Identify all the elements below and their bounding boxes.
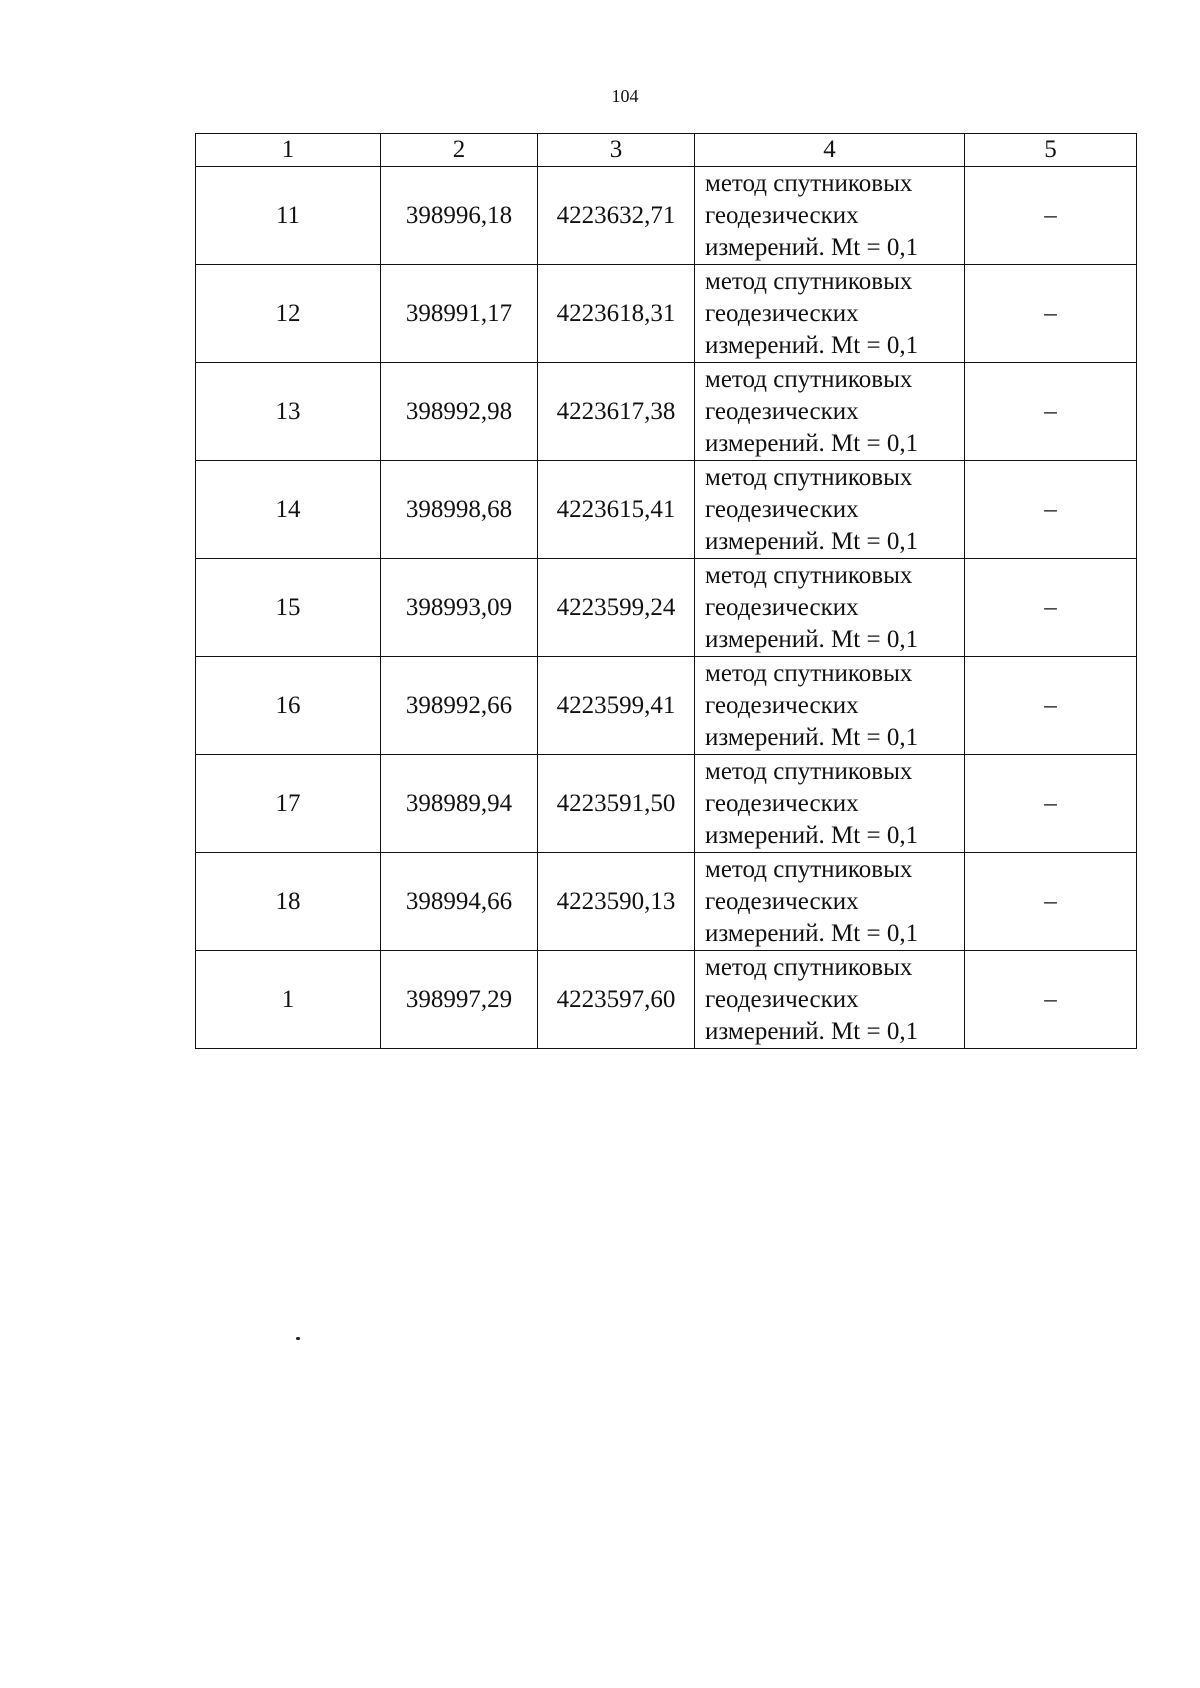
note-cell: – xyxy=(965,167,1137,265)
y-coordinate-cell: 4223617,38 xyxy=(538,363,695,461)
point-number-cell: 11 xyxy=(196,167,381,265)
y-coordinate-cell: 4223618,31 xyxy=(538,265,695,363)
method-cell: метод спутниковых геодезических измерений. Mt = 0,1 xyxy=(695,265,965,363)
method-cell: метод спутниковых геодезических измерений. Mt = 0,1 xyxy=(695,853,965,951)
method-cell: метод спутниковых геодезических измерений. Mt = 0,1 xyxy=(695,951,965,1049)
y-coordinate-cell: 4223590,13 xyxy=(538,853,695,951)
table-row xyxy=(196,167,1137,265)
x-coordinate-cell: 398991,17 xyxy=(381,265,538,363)
note-cell: – xyxy=(965,461,1137,559)
y-coordinate-cell: 4223599,24 xyxy=(538,559,695,657)
table-row xyxy=(196,657,1137,755)
x-coordinate-cell: 398992,98 xyxy=(381,363,538,461)
x-coordinate-cell: 398998,68 xyxy=(381,461,538,559)
note-cell: – xyxy=(965,657,1137,755)
point-number-cell: 14 xyxy=(196,461,381,559)
table-row xyxy=(196,755,1137,853)
table-row xyxy=(196,461,1137,559)
table-row xyxy=(196,265,1137,363)
x-coordinate-cell: 398994,66 xyxy=(381,853,538,951)
column-header-1: 1 xyxy=(196,134,381,167)
column-header-2: 2 xyxy=(381,134,538,167)
y-coordinate-cell: 4223591,50 xyxy=(538,755,695,853)
note-cell: – xyxy=(965,265,1137,363)
point-number-cell: 1 xyxy=(196,951,381,1049)
note-cell: – xyxy=(965,853,1137,951)
point-number-cell: 12 xyxy=(196,265,381,363)
column-header-5: 5 xyxy=(965,134,1137,167)
note-cell: – xyxy=(965,755,1137,853)
note-cell: – xyxy=(965,951,1137,1049)
table-row xyxy=(196,853,1137,951)
page-number: 104 xyxy=(611,86,639,106)
x-coordinate-cell: 398996,18 xyxy=(381,167,538,265)
coordinates-table xyxy=(195,133,1137,1049)
table-row xyxy=(196,951,1137,1049)
x-coordinate-cell: 398997,29 xyxy=(381,951,538,1049)
table-header-row xyxy=(196,134,1137,167)
note-cell: – xyxy=(965,363,1137,461)
x-coordinate-cell: 398992,66 xyxy=(381,657,538,755)
method-cell: метод спутниковых геодезических измерений. Mt = 0,1 xyxy=(695,363,965,461)
point-number-cell: 18 xyxy=(196,853,381,951)
point-number-cell: 16 xyxy=(196,657,381,755)
x-coordinate-cell: 398989,94 xyxy=(381,755,538,853)
point-number-cell: 15 xyxy=(196,559,381,657)
method-cell: метод спутниковых геодезических измерений. Mt = 0,1 xyxy=(695,559,965,657)
scan-speck xyxy=(296,1337,300,1340)
y-coordinate-cell: 4223632,71 xyxy=(538,167,695,265)
method-cell: метод спутниковых геодезических измерений. Mt = 0,1 xyxy=(695,657,965,755)
point-number-cell: 17 xyxy=(196,755,381,853)
method-cell: метод спутниковых геодезических измерений. Mt = 0,1 xyxy=(695,755,965,853)
table-row xyxy=(196,559,1137,657)
y-coordinate-cell: 4223615,41 xyxy=(538,461,695,559)
y-coordinate-cell: 4223597,60 xyxy=(538,951,695,1049)
x-coordinate-cell: 398993,09 xyxy=(381,559,538,657)
table-row xyxy=(196,363,1137,461)
column-header-4: 4 xyxy=(695,134,965,167)
method-cell: метод спутниковых геодезических измерений. Mt = 0,1 xyxy=(695,167,965,265)
point-number-cell: 13 xyxy=(196,363,381,461)
note-cell: – xyxy=(965,559,1137,657)
y-coordinate-cell: 4223599,41 xyxy=(538,657,695,755)
method-cell: метод спутниковых геодезических измерений. Mt = 0,1 xyxy=(695,461,965,559)
column-header-3: 3 xyxy=(538,134,695,167)
